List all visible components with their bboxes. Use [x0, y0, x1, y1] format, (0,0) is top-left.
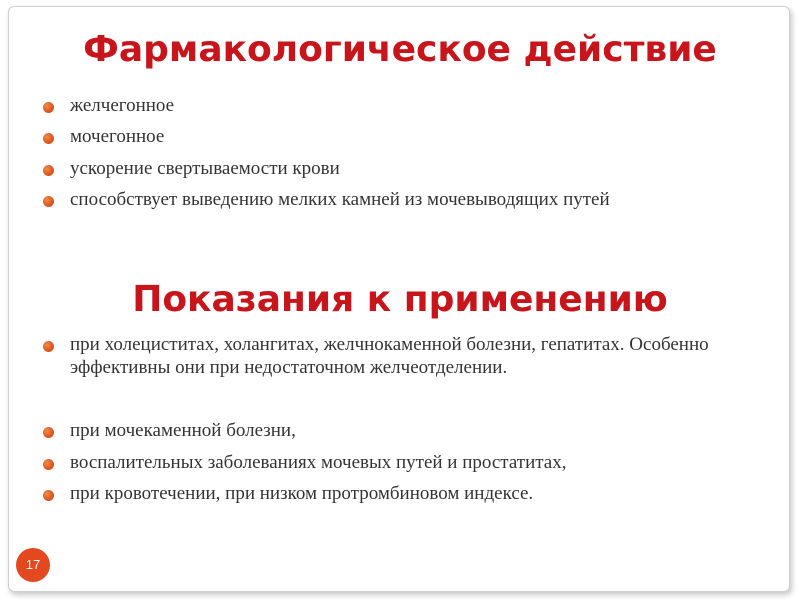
bullet-dot-icon	[43, 490, 54, 501]
list-item-text: ускорение свертываемости крови	[70, 158, 340, 179]
list-item-text: способствует выведению мелких камней из мочевыводящих путей	[70, 189, 610, 210]
heading-pharmacological-action: Фармакологическое действие	[83, 29, 717, 70]
bullet-dot-icon	[43, 341, 54, 352]
bullet-dot-icon	[43, 165, 54, 176]
list-item-text: воспалительных заболеваниях мочевых путей и простатитах,	[70, 452, 567, 473]
bullet-dot-icon	[43, 133, 54, 144]
list-item-text: при кровотечении, при низком протромбиновом индексе.	[70, 483, 534, 504]
list-item-text: при мочекаменной болезни,	[70, 420, 296, 441]
heading-indications: Показания к применению	[132, 279, 668, 320]
list-item-text: при холециститах, холангитах, желчнокаменной болезни, гепатитах. Особенно эффективны они при недостаточном желчеотделении.	[70, 334, 709, 378]
list-item-text: мочегонное	[70, 126, 165, 147]
bullet-dot-icon	[43, 427, 54, 438]
bullet-dot-icon	[43, 196, 54, 207]
bullet-dot-icon	[43, 102, 54, 113]
bullet-dot-icon	[43, 459, 54, 470]
page-number-badge: 17	[16, 548, 50, 582]
list-item-text: желчегонное	[70, 95, 175, 116]
